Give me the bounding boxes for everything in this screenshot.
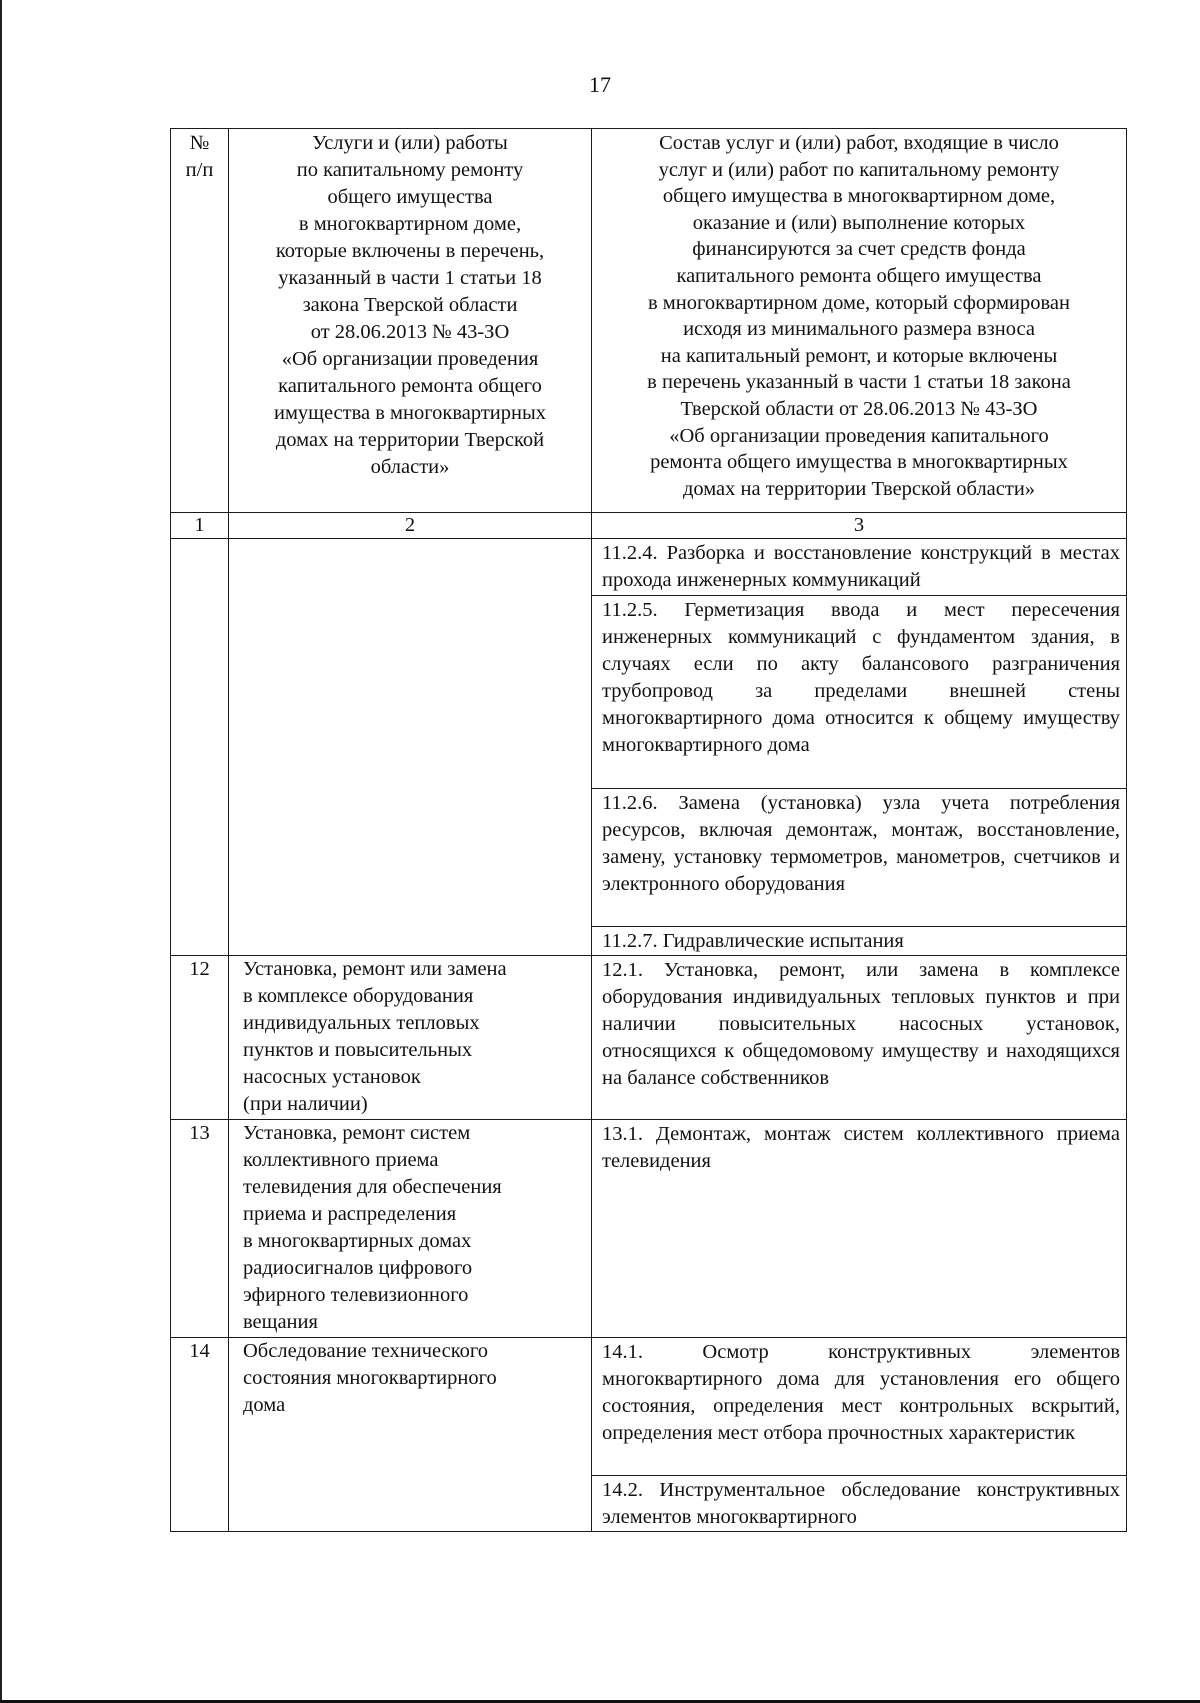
scan-edge-left	[0, 0, 2, 1703]
column-number-2: 2	[229, 513, 592, 539]
row-number: 12	[171, 956, 229, 1120]
composition-item: 14.2. Инструментальное обследование конструктивных элементов многоквартирного	[592, 1476, 1127, 1532]
composition-item: 11.2.6. Замена (установка) узла учета потребления ресурсов, включая демонтаж, монтаж, восстановление, замену, установку термометров, манометров, счетчиков и электронного оборудования	[592, 789, 1127, 927]
page-number: 17	[589, 72, 611, 97]
row-number: 14	[171, 1338, 229, 1532]
composition-item: 11.2.7. Гидравлические испытания	[592, 927, 1127, 956]
header-services-cell: Услуги и (или) работы по капитальному ремонту общего имущества в многоквартирном доме, которые включены в перечень, указанный в части 1 статьи 18 закона Тверской области от 28.06.2013 № 43-ЗО «Об организации проведения капитального ремонта общего имущества в многоквартирных домах на территории Тверской области»	[229, 129, 592, 513]
table-header-row	[171, 129, 1127, 513]
service-name: Обследование технического состояния многоквартирного дома	[229, 1338, 592, 1532]
service-cell	[229, 539, 592, 956]
row-number-cell	[171, 539, 229, 956]
composition-item: 14.1. Осмотр конструктивных элементов многоквартирного дома для установления его общего состояния, определения мест контрольных вскрытий, определения мест отбора прочностных характеристик	[592, 1338, 1127, 1476]
column-number-1: 1	[171, 513, 229, 539]
composition-item: 13.1. Демонтаж, монтаж систем коллективного приема телевидения	[592, 1120, 1127, 1338]
row-number: 13	[171, 1120, 229, 1338]
services-table	[170, 128, 1127, 1532]
column-number-3: 3	[592, 513, 1127, 539]
table-row	[171, 539, 1127, 596]
composition-item: 11.2.5. Герметизация ввода и мест пересечения инженерных коммуникаций с фундаментом здания, в случаях если по акту балансового разграничения трубопровод за пределами внешней стены многоквартирного дома относится к общему имуществу многоквартирного дома	[592, 596, 1127, 789]
table-row	[171, 956, 1127, 1120]
composition-item: 11.2.4. Разборка и восстановление конструкций в местах прохода инженерных коммуникаций	[592, 539, 1127, 596]
table-row	[171, 1120, 1127, 1338]
table-row	[171, 1338, 1127, 1476]
header-composition-cell: Состав услуг и (или) работ, входящие в число услуг и (или) работ по капитальному ремонту общего имущества в многоквартирном доме, оказание и (или) выполнение которых финансируются за счет средств фонда капитального ремонта общего имущества в многоквартирном доме, который сформирован исходя из минимального размера взноса на капитальный ремонт, и которые включены в перечень указанный в части 1 статьи 18 закона Тверской области от 28.06.2013 № 43-ЗО «Об организации проведения капитального ремонта общего имущества в многоквартирных домах на территории Тверской области»	[592, 129, 1127, 513]
header-number-cell: № п/п	[171, 129, 229, 513]
service-name: Установка, ремонт или замена в комплексе оборудования индивидуальных тепловых пунктов и повысительных насосных установок (при наличии)	[229, 956, 592, 1120]
column-numbers-row	[171, 513, 1127, 539]
composition-item: 12.1. Установка, ремонт, или замена в комплексе оборудования индивидуальных тепловых пунктов и при наличии повысительных насосных установок, относящихся к общедомовому имуществу и находящихся на балансе собственников	[592, 956, 1127, 1120]
service-name: Установка, ремонт систем коллективного приема телевидения для обеспечения приема и распределения в многоквартирных домах радиосигналов цифрового эфирного телевизионного вещания	[229, 1120, 592, 1338]
